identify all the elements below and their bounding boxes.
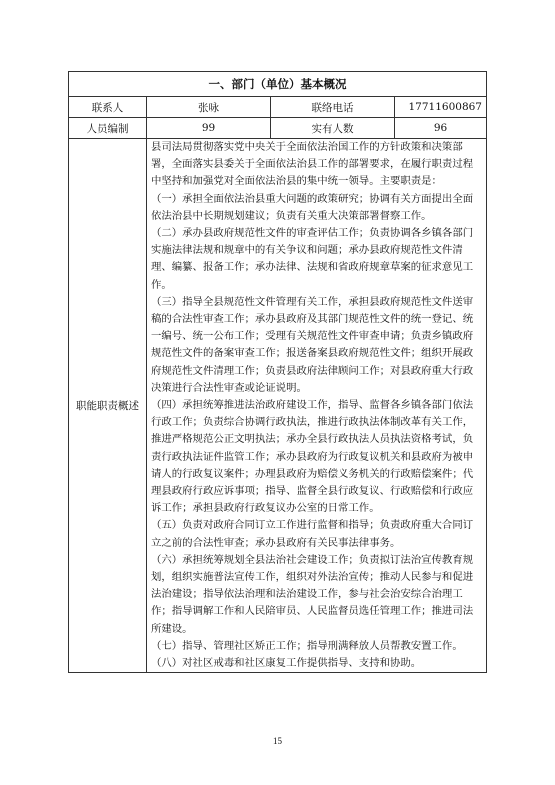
staff-quota-value: 99: [147, 118, 271, 139]
phone-label: 联络电话: [271, 97, 395, 118]
staff-actual-label: 实有人数: [271, 118, 395, 139]
duties-paragraph: （三）指导全县规范性文件管理有关工作，承担县政府规范性文件送审稿的合法性审查工作；承办县政府及其部门规范性文件的统一登记、统一编号、统一公布工作；受理有关规范性文件审查申请；负责乡镇政府规范性文件的备案审查工作；报送备案县政府规范性文件；组织开展政府规范性文件清理工作；负责县政府法律顾问工作；对县政府重大行政决策进行合法性审查或论证说明。: [151, 295, 474, 394]
section-title: 一、部门（单位）基本概况: [69, 72, 487, 97]
basic-info-table: [68, 71, 487, 673]
duties-paragraph: （八）对社区戒毒和社区康复工作提供指导、支持和协助。: [151, 657, 422, 670]
duties-paragraph: （六）承担统筹规划全县法治社会建设工作；负责拟订法治宣传教育规划，组织实施普法宣传工作，组织对外法治宣传；推动人民参与和促进法治建设；指导依法治理和法治建设工作，参与社会治安综合治理工作；指导调解工作和人民陪审员、人民监督员选任管理工作；推进司法所建设。: [151, 553, 474, 635]
duties-paragraph: （七）指导、管理社区矫正工作；指导刑满释放人员帮教安置工作。: [151, 639, 463, 652]
duties-content: [147, 139, 487, 673]
contact-row: [69, 97, 487, 118]
contact-value: 张咏: [147, 97, 271, 118]
page-number: 15: [273, 736, 282, 746]
phone-value: 17711600867: [395, 97, 487, 118]
duties-paragraph: （一）承担全面依法治县重大问题的政策研究；协调有关方面提出全面依法治县中长期规划建议；负责有关重大决策部署督察工作。: [151, 192, 474, 222]
contact-label: 联系人: [69, 97, 147, 118]
section-title-row: [69, 72, 487, 97]
duties-row: [69, 139, 487, 673]
staff-row: [69, 118, 487, 139]
duties-paragraph: （二）承办县政府规范性文件的审查评估工作；负责协调各乡镇各部门实施法律法规和规章中的有关争议和问题；承办县政府规范性文件清理、编纂、报备工作；承办法律、法规和省政府规章草案的征求意见工作。: [151, 227, 474, 291]
duties-paragraph: 县司法局贯彻落实党中央关于全面依法治国工作的方针政策和决策部署，全面落实县委关于全面依法治县工作的部署要求，在履行职责过程中坚持和加强党对全面依法治县的集中统一领导。主要职责是：: [151, 141, 474, 188]
duties-paragraph: （五）负责对政府合同订立工作进行监督和指导；负责政府重大合同订立之前的合法性审查；承办县政府有关民事法律事务。: [151, 519, 474, 549]
staff-actual-value: 96: [395, 118, 487, 139]
staff-quota-label: 人员编制: [69, 118, 147, 139]
duties-label: 职能职责概述: [69, 139, 147, 673]
duties-paragraph: （四）承担统筹推进法治政府建设工作，指导、监督各乡镇各部门依法行政工作；负责综合协调行政执法，推进行政执法体制改革有关工作，推进严格规范公正文明执法；承办全县行政执法人员执法资格考试，负责行政执法证件监管工作；承办县政府为行政复议机关和县政府为被申请人的行政复议案件；办理县政府为赔偿义务机关的行政赔偿案件；代理县政府行政应诉事项；指导、监督全县行政复议、行政赔偿和行政应诉工作；承担县政府行政复议办公室的日常工作。: [151, 399, 474, 515]
